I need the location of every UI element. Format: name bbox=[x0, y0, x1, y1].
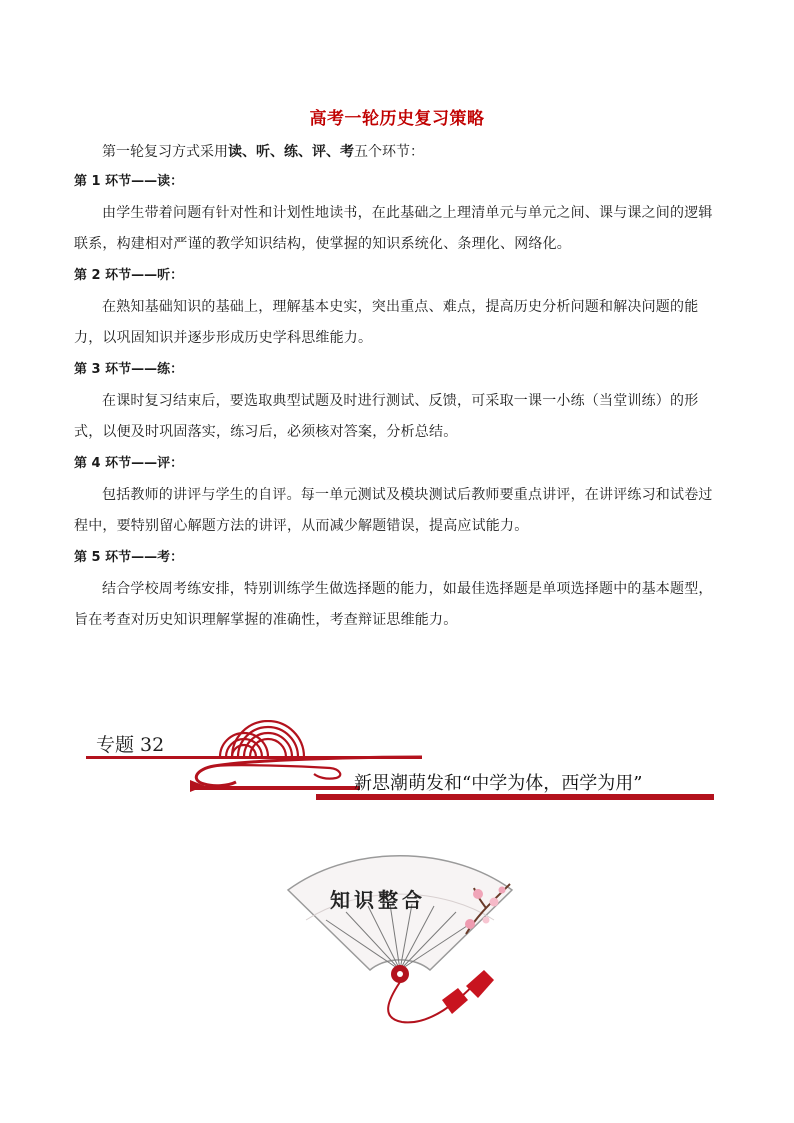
topic-number: 专题 32 bbox=[96, 734, 165, 756]
section-heading: 第 4 环节——评： bbox=[74, 456, 184, 471]
section-2 bbox=[74, 260, 722, 354]
section-text: 在熟知基础知识的基础上，理解基本史实，突出重点、难点，提高历史分析问题和解决问题的能力，以巩固知识并逐步形成历史学科思维能力。 bbox=[74, 299, 699, 346]
section-5 bbox=[74, 542, 722, 636]
intro-emphasis: 读、听、练、评、考 bbox=[228, 144, 354, 160]
intro-prefix: 第一轮复习方式采用 bbox=[102, 144, 228, 160]
document-title: 高考一轮历史复习策略 bbox=[309, 109, 485, 129]
section-3 bbox=[74, 354, 722, 448]
section-text: 由学生带着问题有针对性和计划性地读书，在此基础之上理清单元与单元之间、课与课之间的逻辑联系，构建相对严谨的教学知识结构，使掌握的知识系统化、条理化、网络化。 bbox=[74, 205, 713, 252]
intro-line bbox=[74, 138, 722, 166]
folding-fan-icon bbox=[280, 850, 520, 1030]
section-1 bbox=[74, 166, 722, 260]
section-heading: 第 5 环节——考： bbox=[74, 550, 184, 565]
section-heading: 第 1 环节——读： bbox=[74, 174, 184, 189]
section-text: 包括教师的讲评与学生的自评。每一单元测试及模块测试后教师要重点讲评，在讲评练习和试卷过程中，要特别留心解题方法的讲评，从而减少解题错误，提高应试能力。 bbox=[74, 487, 713, 534]
intro-suffix: 五个环节： bbox=[354, 144, 424, 160]
concentric-arcs-icon bbox=[220, 721, 304, 757]
fan-tassel bbox=[466, 970, 494, 998]
section-4 bbox=[74, 448, 722, 542]
fan-title: 知识整合 bbox=[330, 888, 426, 912]
section-heading: 第 2 环节——听： bbox=[74, 268, 184, 283]
section-text: 结合学校周考练安排，特别训练学生做选择题的能力，如最佳选择题是单项选择题中的基本题型，旨在考查对历史知识理解掌握的准确性，考查辩证思维能力。 bbox=[74, 581, 713, 628]
document-body bbox=[74, 138, 722, 636]
topic-subtitle: 新思潮萌发和“中学为体，西学为用” bbox=[354, 773, 643, 794]
section-text: 在课时复习结束后，要选取典型试题及时进行测试、反馈，可采取一课一小练（当堂训练）的形式，以便及时巩固落实，练习后，必须核对答案，分析总结。 bbox=[74, 393, 699, 440]
section-heading: 第 3 环节——练： bbox=[74, 362, 184, 377]
